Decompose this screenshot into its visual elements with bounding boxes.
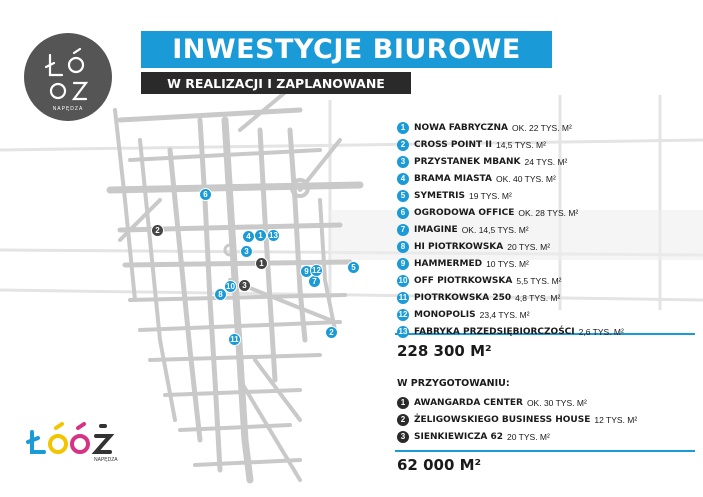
number-badge: 6	[397, 207, 409, 219]
investment-name: HAMMERMED	[414, 258, 483, 269]
number-badge: 10	[398, 276, 408, 285]
map-marker: 1	[254, 229, 267, 242]
page-subtitle: W REALIZACJI I ZAPLANOWANE	[141, 72, 411, 94]
list-item	[397, 428, 697, 445]
investments-list	[397, 119, 697, 340]
lodz-logo	[24, 33, 112, 121]
investment-area: 4,8 TYS. M²	[515, 292, 561, 303]
investment-area: 24 TYS. M²	[524, 156, 568, 167]
map-marker: 3	[238, 279, 251, 292]
logo-bottom-caption: NAPĘDZA	[94, 457, 118, 463]
map-marker: 8	[214, 288, 227, 301]
logo-caption: NAPĘDZA	[52, 106, 84, 112]
investment-area: 10 TYS. M²	[486, 258, 529, 269]
list-item	[397, 411, 697, 428]
map-marker: 2	[325, 326, 338, 339]
number-badge: 1	[397, 122, 409, 134]
investment-name: NOWA FABRYCZNA	[414, 122, 509, 133]
number-badge: 5	[397, 190, 409, 202]
investment-name: ŻELIGOWSKIEGO BUSINESS HOUSE	[414, 414, 591, 425]
investment-name: CROSS POINT II	[414, 139, 492, 150]
list-item	[397, 119, 697, 136]
map-marker: 4	[242, 230, 255, 243]
investment-area: 14,5 TYS. M²	[495, 139, 546, 150]
investment-name: MONOPOLIS	[414, 309, 476, 320]
investment-name: FABRYKA PRZEDSIĘBIORCZOŚCI	[414, 326, 575, 337]
number-badge: 2	[397, 139, 409, 151]
investment-area: OK. 28 TYS. M²	[518, 207, 579, 218]
list-item	[397, 221, 697, 238]
map-marker: 11	[228, 333, 241, 346]
map-marker: 5	[347, 261, 360, 274]
number-badge: 13	[398, 327, 408, 336]
investment-area: 19 TYS. M²	[469, 190, 512, 201]
investment-name: BRAMA MIASTA	[414, 173, 492, 184]
investment-name: SYMETRIS	[414, 190, 466, 201]
list-item	[397, 272, 697, 289]
list-item	[397, 170, 697, 187]
total-in-progress: 228 300 M²	[397, 342, 492, 360]
map-marker: 7	[308, 275, 321, 288]
investment-area: OK. 40 TYS. M²	[495, 173, 556, 184]
planned-list	[397, 394, 697, 445]
investment-area: 20 TYS. M²	[507, 431, 550, 442]
number-badge: 11	[398, 293, 408, 302]
list-item	[397, 238, 697, 255]
lodz-color-logo-icon	[24, 418, 124, 463]
map-marker: 10	[224, 280, 237, 293]
investment-name: IMAGINE	[414, 224, 458, 235]
list-item	[397, 136, 697, 153]
list-item	[397, 255, 697, 272]
investment-area: OK. 22 TYS. M²	[512, 122, 572, 133]
planned-heading: W PRZYGOTOWANIU:	[397, 378, 510, 389]
investment-name: OGRODOWA OFFICE	[414, 207, 515, 218]
list-item	[397, 153, 697, 170]
total-planned: 62 000 M²	[397, 456, 482, 474]
investment-name: PIOTRKOWSKA 250	[414, 292, 512, 303]
page-title: INWESTYCJE BIUROWE	[141, 31, 552, 68]
list-item	[397, 289, 697, 306]
map-marker: 9	[300, 265, 313, 278]
number-badge: 9	[397, 258, 409, 270]
investment-area: OK. 14,5 TYS. M²	[461, 224, 529, 235]
list-item	[397, 306, 697, 323]
number-badge: 1	[397, 397, 409, 409]
number-badge: 7	[397, 224, 409, 236]
map-marker: 6	[199, 188, 212, 201]
investment-area: 12 TYS. M²	[594, 414, 638, 425]
number-badge: 2	[397, 414, 409, 426]
investment-name: SIENKIEWICZA 62	[414, 431, 504, 442]
investment-area: 23,4 TYS. M²	[479, 309, 530, 320]
investment-area: OK. 30 TYS. M²	[526, 397, 587, 408]
investment-name: HI PIOTRKOWSKA	[414, 241, 504, 252]
investment-area: 5,5 TYS. M²	[516, 275, 562, 286]
investment-name: PRZYSTANEK MBANK	[414, 156, 521, 167]
number-badge: 4	[397, 173, 409, 185]
list-item	[397, 204, 697, 221]
number-badge: 8	[397, 241, 409, 253]
investment-area: 2,6 TYS. M²	[578, 326, 624, 337]
map-marker: 12	[310, 264, 323, 277]
map-marker: 1	[255, 257, 268, 270]
investment-name: OFF PIOTRKOWSKA	[414, 275, 513, 286]
investment-area: 20 TYS. M²	[507, 241, 551, 252]
map-marker: 3	[240, 245, 253, 258]
list-item	[397, 187, 697, 204]
number-badge: 12	[398, 310, 408, 319]
map-marker: 2	[151, 224, 164, 237]
list-item	[397, 394, 697, 411]
number-badge: 3	[397, 156, 409, 168]
map-marker: 13	[267, 229, 280, 242]
number-badge: 3	[397, 431, 409, 443]
investment-name: AWANGARDA CENTER	[414, 397, 523, 408]
list-item	[397, 323, 697, 340]
